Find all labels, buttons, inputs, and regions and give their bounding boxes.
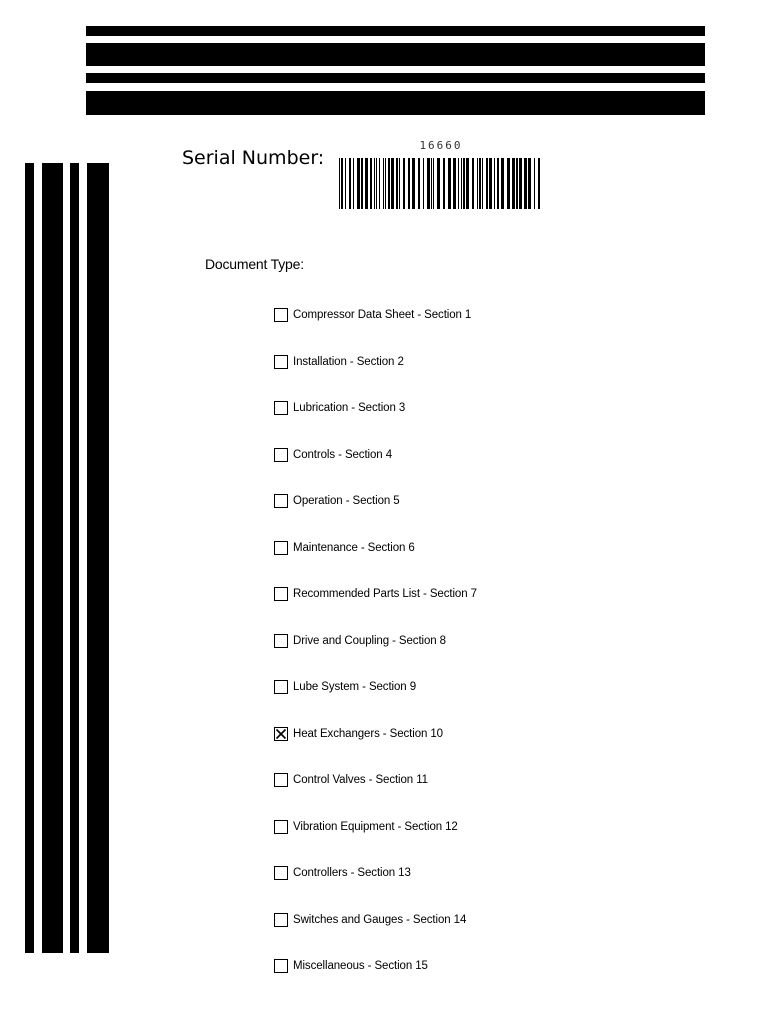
barcode-bar: [443, 158, 445, 209]
document-type-option-label: Maintenance - Section 6: [293, 541, 415, 554]
barcode-bar: [403, 158, 405, 209]
checkbox[interactable]: [274, 773, 288, 787]
barcode-bar: [466, 158, 469, 209]
barcode-bar: [391, 158, 394, 209]
document-type-option[interactable]: [274, 865, 411, 881]
document-type-option-label: Controls - Section 4: [293, 448, 392, 461]
top-bar-2: [86, 43, 705, 66]
barcode-bar: [396, 158, 398, 209]
barcode-bar: [408, 158, 410, 209]
barcode-bar: [482, 158, 483, 209]
document-type-option[interactable]: [274, 400, 405, 416]
barcode-bar: [431, 158, 432, 209]
barcode-bar: [339, 158, 340, 209]
barcode-bar: [528, 158, 531, 209]
document-type-option-label: Switches and Gauges - Section 14: [293, 913, 467, 926]
checkbox[interactable]: [274, 820, 288, 834]
barcode-bar: [353, 158, 354, 209]
document-type-option-label: Miscellaneous - Section 15: [293, 960, 428, 972]
checkbox[interactable]: [274, 634, 288, 648]
barcode-bar: [345, 158, 346, 209]
document-type-option[interactable]: [274, 354, 404, 370]
document-type-option-label: Recommended Parts List - Section 7: [293, 588, 477, 600]
document-type-option-label: Vibration Equipment - Section 12: [293, 820, 458, 833]
checkbox[interactable]: [274, 959, 288, 973]
document-type-option-label: Drive and Coupling - Section 8: [293, 634, 446, 647]
barcode-bar: [519, 158, 522, 209]
checkbox[interactable]: [274, 494, 288, 508]
barcode-bar: [437, 158, 440, 209]
barcode-bar: [453, 158, 456, 209]
barcode-bar: [534, 158, 535, 209]
document-type-option-label: Lube System - Section 9: [293, 681, 416, 693]
barcode-bar: [507, 158, 510, 209]
document-type-option[interactable]: [274, 493, 400, 509]
barcode-bar: [501, 158, 504, 209]
barcode-bar: [374, 158, 375, 209]
barcode-bar: [516, 158, 518, 209]
barcode-bar: [479, 158, 481, 209]
document-type-option-label: Control Valves - Section 11: [293, 774, 428, 786]
checkbox[interactable]: [274, 541, 288, 555]
top-bar-4: [86, 91, 705, 115]
document-type-option[interactable]: [274, 772, 428, 788]
barcode-bar: [494, 158, 495, 209]
document-type-option-label: Operation - Section 5: [293, 495, 400, 507]
barcode-bar: [497, 158, 499, 209]
side-bar-3: [70, 163, 79, 953]
serial-number-label: Serial Number:: [182, 147, 325, 169]
top-bar-3: [86, 73, 705, 83]
document-type-option-label: Heat Exchangers - Section 10: [293, 727, 443, 740]
document-type-option[interactable]: [274, 633, 446, 649]
barcode-bar: [412, 158, 415, 209]
barcode-bar: [357, 158, 360, 209]
side-bar-1: [25, 163, 34, 953]
barcode-bar: [427, 158, 430, 209]
barcode-bar: [399, 158, 400, 209]
barcode-bar: [376, 158, 377, 209]
serial-barcode: [339, 158, 543, 209]
checkbox[interactable]: [274, 308, 288, 322]
barcode-bar: [365, 158, 368, 209]
side-bar-4: [87, 163, 109, 953]
document-type-option[interactable]: [274, 447, 392, 463]
document-type-option[interactable]: [274, 958, 428, 974]
document-type-option[interactable]: [274, 726, 443, 742]
barcode-bar: [512, 158, 515, 209]
document-type-option[interactable]: [274, 586, 477, 602]
barcode-bar: [486, 158, 488, 209]
top-bar-1: [86, 26, 705, 36]
barcode-bar: [448, 158, 451, 209]
checkbox-checked[interactable]: [274, 727, 288, 741]
barcode-bar: [489, 158, 492, 209]
document-type-option[interactable]: [274, 679, 416, 695]
checkbox[interactable]: [274, 866, 288, 880]
document-type-option[interactable]: [274, 540, 415, 556]
barcode-bar: [370, 158, 372, 209]
barcode-bar: [388, 158, 390, 209]
barcode-bar: [524, 158, 527, 209]
barcode-bar: [477, 158, 478, 209]
checkbox[interactable]: [274, 913, 288, 927]
barcode-bar: [423, 158, 424, 209]
document-type-option[interactable]: [274, 912, 466, 928]
document-type-option-label: Lubrication - Section 3: [293, 402, 406, 414]
barcode-bar: [463, 158, 465, 209]
barcode-bar: [458, 158, 459, 209]
barcode-bar: [385, 158, 386, 209]
barcode-bar: [433, 158, 434, 209]
document-type-option[interactable]: [274, 819, 458, 835]
document-type-option-label: Installation - Section 2: [293, 355, 404, 368]
barcode-bar: [379, 158, 380, 209]
checkbox[interactable]: [274, 587, 288, 601]
barcode-bar: [472, 158, 474, 209]
barcode-bar: [461, 158, 462, 209]
document-type-option[interactable]: [274, 307, 471, 323]
document-type-option-label: Compressor Data Sheet - Section 1: [293, 309, 472, 321]
checkbox[interactable]: [274, 680, 288, 694]
barcode-digits: 16660: [419, 139, 463, 152]
checkbox[interactable]: [274, 355, 288, 369]
x-mark-icon: [275, 728, 287, 740]
document-type-label: Document Type:: [205, 256, 304, 272]
barcode-bar: [361, 158, 363, 209]
barcode-bar: [383, 158, 384, 209]
side-bar-2: [42, 163, 63, 953]
checkbox[interactable]: [274, 401, 288, 415]
document-type-option-label: Controllers - Section 13: [293, 867, 411, 879]
checkbox[interactable]: [274, 448, 288, 462]
barcode-bar: [341, 158, 343, 209]
barcode-bar: [418, 158, 420, 209]
barcode-bar: [349, 158, 351, 209]
barcode-bar: [538, 158, 540, 209]
